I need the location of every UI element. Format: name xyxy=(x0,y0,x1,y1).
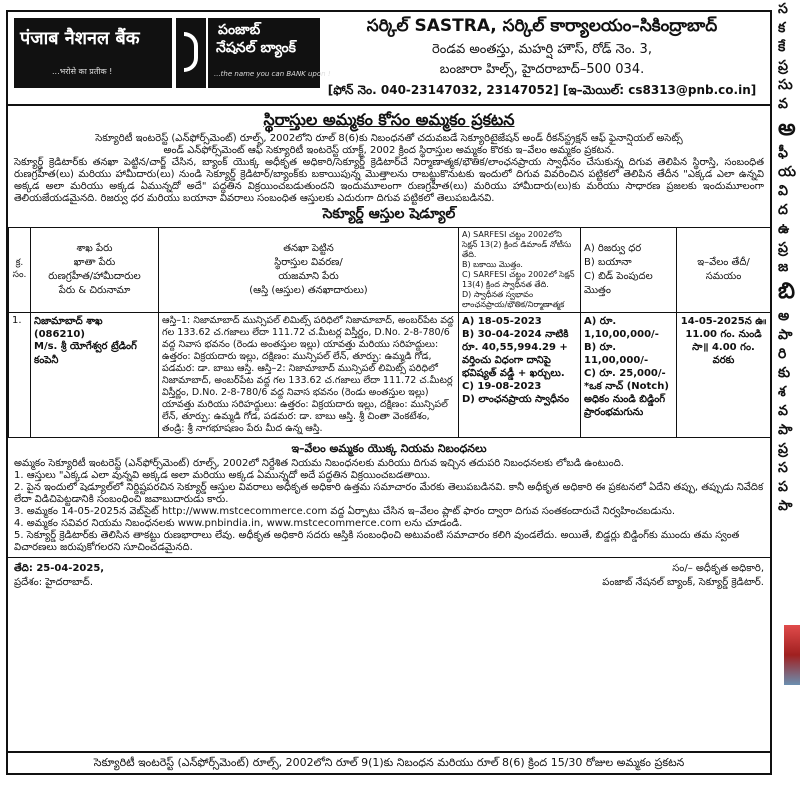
term-item: 2. పైన ఇందులో షెడ్యూల్‌లో నిర్దిష్టపరచిన సెక్యూర్డ్ ఆస్తుల వివరాలు అధీకృత అధికారి ఉత్తమ సమాచారం మేరకు తెలుపబడినవి. కానీ అధీకృత అధికారి ఈ ప్రకటనలో ఏదేని తప్పు, తప్పుడు నివేదిక లేదా విడిచిపెట్టడానికి సంబంధించి జవాబుదారుడు కారు. xyxy=(14,482,764,505)
header-auction: ఇ–వేలం తేదీ/సమయం xyxy=(677,228,771,313)
side-text: అ xyxy=(778,308,790,324)
footer-right xyxy=(602,562,764,590)
office-address xyxy=(322,16,762,100)
cell-branch: నిజామాబాద్ శాఖ (086210) M/s. శ్రీ యోగేశ్వర ట్రేడింగ్ కంపెనీ xyxy=(31,313,159,438)
notice-title: స్థిరాస్తుల అమ్మకం కోసం అమ్మకం ప్రకటన xyxy=(263,110,515,129)
address-line2: రెండవ అంతస్తు, మహర్షి హౌస్, రోడ్ నెం. 3, xyxy=(432,42,652,57)
address-line3: బంజారా హిల్స్, హైదరాబాద్–500 034. xyxy=(439,62,645,77)
side-text: పా xyxy=(778,422,793,438)
logo-telugu-line1: పంజాబ్ xyxy=(218,22,261,38)
table-row xyxy=(9,313,771,438)
logo-english-tagline: ...the name you can BANK upon ! xyxy=(214,70,331,78)
adjacent-column-text xyxy=(778,0,800,810)
side-text: రి xyxy=(778,346,787,362)
intro-line1: సెక్యూరిటీ ఇంటరెస్ట్ (ఎన్‌ఫోర్స్‌మెంట్) రూల్స్, 2002లోని రూల్ 8(6)కు నిబంధనతో చదువబడే సెక్యూరిటైజేషన్ అండ్ రీకన్‌స్ట్రక్షన్ ఆఫ్ ఫైనాన్షియల్ అసెట్స్ xyxy=(95,133,683,144)
footer-bank: పంజాబ్ నేషనల్ బ్యాంక్, సెక్యూర్డ్ క్రెడిటార్. xyxy=(602,577,764,588)
cell-sno: 1. xyxy=(9,313,31,438)
footer-date: తేది: 25-04-2025, xyxy=(14,563,105,574)
side-text: పా xyxy=(778,327,793,343)
side-text: శ xyxy=(778,384,786,400)
side-text: ద xyxy=(778,202,788,218)
sale-notice xyxy=(6,10,772,775)
schedule-table xyxy=(8,227,771,438)
footer-place: ప్రదేశం: హైదరాబాద్. xyxy=(14,577,94,588)
term-item: 1. ఆస్తులు "ఎక్కడ ఎలా వున్నవి అక్కడ అలా మరియు అక్కడ ఏమున్నదో అదే పద్ధతిన విక్రయించబడతాయి. xyxy=(14,470,431,481)
side-text: ఉ xyxy=(778,221,790,237)
term-item: 3. అమ్మకం 14-05-2025న వెబ్‌సైట్ http://www.mstcecommerce.com వద్ద ఏర్పాటు చేసిన ఇ–వేలం ప్లాట్ ఫారం ద్వారా దిగువ సంతకందారుచే నిర్వహించబడును. xyxy=(14,506,676,517)
header-reserve: A) రిజర్వు ధర B) బయానా C) బిడ్ పెంపుదల మొత్తం xyxy=(581,228,677,313)
side-text: వి xyxy=(778,183,788,199)
notice-header xyxy=(8,12,770,106)
term-item: 5. సెక్యూర్డ్ క్రెడిటార్‌కు తెలిసిన తాకట్టు రుణభారాలు లేవు. అధీకృత అధికారి సదరు ఆస్తికి సంబంధించి అటువంటి సమాచారం కలిగి వుండలేదు. అయితే, బిడ్డర్లు బిడ్డింగ్‌కు ముందు తమ స్వంత విచారణలు జరుపుకోగలరని సూచించడమైనది. xyxy=(14,530,740,553)
term-item: 4. అమ్మకం సవివర నియమ నిబంధనలకు www.pnbindia.in, www.mstcecommerce.com లను చూడండి. xyxy=(14,518,463,529)
side-text: అ xyxy=(778,116,796,141)
side-text: వ xyxy=(778,96,788,112)
side-text: ప్ర xyxy=(778,441,788,457)
side-text: స xyxy=(778,1,788,17)
side-text: బి xyxy=(778,279,795,304)
pnb-logo-hindi xyxy=(14,18,172,88)
side-text: జ xyxy=(778,259,789,275)
cell-reserve: A) రూ. 1,10,00,000/- B) రూ. 11,00,000/- C) రూ. 25,000/- *ఒక నాచ్ (Notch) అధికం నుండి బిడ్డింగ్ ప్రారంభమగును xyxy=(581,313,677,438)
side-text: ఫీ xyxy=(778,145,788,161)
term-intro: అమ్మకం సెక్యూరిటీ ఇంటరెస్ట్ (ఎన్‌ఫోర్స్‌మెంట్) రూల్స్, 2002లో నిర్దేశిత నియమ నిబంధనలకు మరియు దిగువ ఇచ్చిన తదుపరి నిబంధనలకు లోబడి ఉంటుంది. xyxy=(14,458,624,469)
side-text: య xyxy=(778,164,797,180)
header-branch: శాఖ పేరు ఖాతా పేరు రుణగ్రహీత/హామీదారుల పేరు & చిరునామా xyxy=(31,228,159,313)
notice-intro xyxy=(8,133,770,205)
bottom-banner: సెక్యూరిటీ ఇంటరెస్ట్ (ఎన్‌ఫోర్స్‌మెంట్) రూల్స్, 2002లోని రూల్ 9(1)కు నిబంధన మరియు రూల్ 8(6) క్రింద 15/30 రోజుల అమ్మకం ప్రకటన xyxy=(8,751,770,773)
side-text: స xyxy=(778,460,788,476)
header-property: తనఖా పెట్టిన స్థిరాస్తుల వివరణ/ యజమాని పేరు (ఆస్తి (ఆస్తుల) తనఖాదారులు) xyxy=(159,228,459,313)
logo-telugu-line2: నేషనల్ బ్యాంక్ xyxy=(216,40,296,56)
side-text: సు xyxy=(778,77,793,93)
footer-left xyxy=(14,562,104,590)
address-contact: [ఫోన్ నెం. 040-23147032, 23147052] [ఇ–మెయిల్: cs8313@pnb.co.in] xyxy=(327,83,757,97)
side-text: క xyxy=(778,20,786,36)
side-text: ప్ర xyxy=(778,240,788,256)
cell-auction: 14-05-2025న ఉ။ 11.00 గం. నుండి సా॥ 4.00 గం. వరకు xyxy=(677,313,771,438)
table-header-row xyxy=(9,228,771,313)
side-text: కే xyxy=(778,39,786,55)
cell-dates: A) 18-05-2023 B) 30-04-2024 నాటికి రూ. 40,55,994.29 + వర్తించు విధంగా దానిపై భవిష్యత్ వడ్డీ + ఖర్చులు. C) 19-08-2023 D) లాంఛనప్రాయ స్వాధీనం xyxy=(459,313,581,438)
side-text: పా xyxy=(778,498,793,514)
side-text: వ xyxy=(778,403,788,419)
adjacent-photo xyxy=(784,625,800,685)
logo-hindi-tagline: ...भरोसे का प्रतीक ! xyxy=(52,67,113,76)
address-line1: సర్కిల్ SASTRA, సర్కిల్ కార్యాలయం–సికింద్రాబాద్ xyxy=(366,16,718,36)
schedule-title: సెక్యూర్డ్ ఆస్తుల షెడ్యూల్ xyxy=(322,206,456,222)
intro-body: సెక్యూర్డ్ క్రెడిటార్‌కు తనఖా పెట్టిన/చార్జ్ చేసిన, బ్యాంక్ యొక్క అధీకృత అధికారి/సెక్యూర్డ్ క్రెడిటార్‌చే నిర్మాణాత్మక/భౌతిక/లాంఛనప్రాయ స్వాధీనం చేసుకున్న దిగువ తెలిపిన స్థిరాస్తి, సంబంధిత రుణగ్రహీత(లు) మరియు హామీదారు(లు) నుండి సెక్యూర్డ్ క్రెడిటార్/బ్యాంక్‌కు బకాయిపున్న మొత్తాలను రాబట్టుకొనుటకు ఇందులో దిగువ వివరించిన పట్టికలో తెలిపిన తేదీన "ఎక్కడ ఎలా ఉన్నవి అక్కడ అలా మరియు అక్కడ ఏమున్నదో అదే" పద్ధతిన విక్రయించబడుతుందని ఇందుమూలంగా రుణగ్రహీత(లు) మరియు హామీదారు(లు)కు మరియు సాధారణ ప్రజలకు ఇందుమూలంగా తెలియజేయడమైనది. రిజర్వు ధర మరియు బయానా వివరాలు సంబంధిత ఆస్తులకు ఎదురుగా దిగువ పట్టికలో తెలుపబడినవి. xyxy=(14,157,764,204)
side-text: ప xyxy=(778,479,788,495)
pnb-logo-telugu xyxy=(208,18,331,88)
terms-title: ఇ–వేలం అమ్మకం యొక్క నియమ నిబంధనలు xyxy=(291,442,487,455)
cell-property: ఆస్తి–1: నిజామాబాద్ మున్సిపల్ లిమిట్స్ పరిధిలో నిజామాబాద్, అంబర్‌పేట వద్ద గల 133.62 చ.గజాలు లేదా 111.72 చ.మీటర్ల విస్తీర్ణం, D.No. 2-8-780/6 వద్ద నివాస భవనం (రెండు అంతస్తుల ఇల్లు) యావత్తు మరియు సరిహద్దులు: ఉత్తరం: విక్రయదారు ఇల్లు, దక్షిణం: మున్సిపల్ లేన్, తూర్పు: ఉమ్మడి గోడ, పడమర: డా. బాబు ఆస్తి. ఆస్తి–2: నిజామాబాద్ మున్సిపల్ లిమిట్స్ పరిధిలో నిజామాబాద్, అంబర్‌పేట వద్ద గల 133.62 చ.గజాలు లేదా 111.72 చ.మీటర్ల విస్తీర్ణం, D.No. 2-8-780/6 వద్ద నివాస భవనం (రెండు అంతస్తుల ఇల్లు) యావత్తు మరియు సరిహద్దులు: ఉత్తరం: విక్రయదారు ఇల్లు, దక్షిణం: మున్సిపల్ లేన్, తూర్పు: ఉమ్మడి గోడ, పడమర: డా. బాబు ఆస్తి. శ్రీ చింతా వెంకటేశం, తండ్రి: శ్రీ నాగభూషణం పేరు మీద ఉన్న ఆస్తి. xyxy=(159,313,459,438)
logo-hindi-name: पंजाब नैशनल बैंक xyxy=(20,28,140,49)
header-dates: A) SARFESI చట్టం 2002లోని సెక్షన్ 13(2) క్రింద డిమాండ్ నోటీసు తేది. B) బకాయి మొత్తం. C) SARFESI చట్టం 2002లో సెక్షన్ 13(4) క్రింద స్వాధీనత తేది. D) స్వాధీనత స్వభావం లాంఛనప్రాయ/భౌతిక/నిర్మాణాత్మక xyxy=(459,228,581,313)
terms-list xyxy=(8,458,770,554)
header-sno: క్ర. సం. xyxy=(9,228,31,313)
footer-signed: సం/– అధీకృత అధికారి, xyxy=(672,563,764,574)
intro-line2: అండ్ ఎన్‌ఫోర్స్‌మెంట్ ఆఫ్ సెక్యూరిటీ ఇంటరెస్ట్ యాక్ట్, 2002 క్రింద స్థిరాస్తుల అమ్మకం కొరకు ఇ–వేలం అమ్మకం ప్రకటన. xyxy=(163,145,615,156)
notice-footer xyxy=(8,557,770,590)
side-text: ప్ర xyxy=(778,58,788,74)
pnb-logo-icon xyxy=(176,18,206,88)
side-text: కు xyxy=(778,365,791,381)
